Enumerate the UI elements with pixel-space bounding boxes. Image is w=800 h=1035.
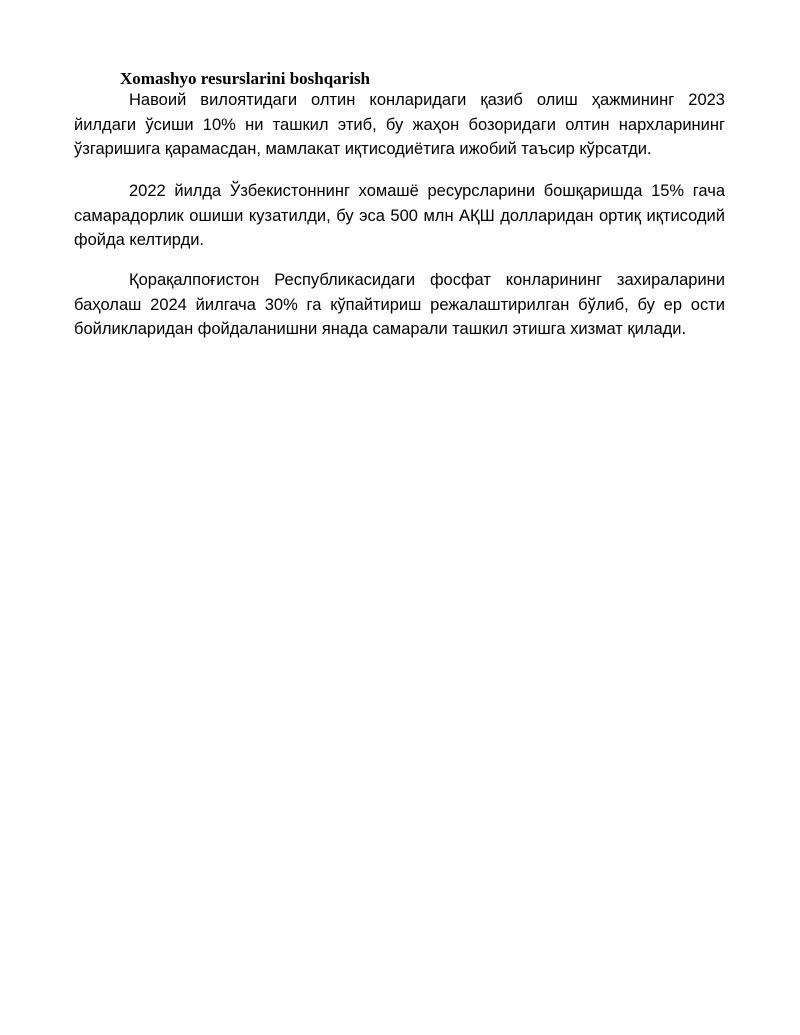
paragraph-phosphate-reserves: Қорақалпоғистон Республикасидаги фосфат конларининг захираларини баҳолаш 2024 йилгача 30% га кўпайтириш режалаштирилган бўлиб, бу ер ости бойликларидан фойдаланишни янада самарали ташкил этишга хизмат қилади. (74, 271, 725, 338)
document-heading: Xomashyo resurslarini boshqarish (120, 69, 371, 88)
paragraph-gold-mining: Навоий вилоятидаги олтин конларидаги қазиб олиш ҳажмининг 2023 йилдаги ўсиши 10% ни ташкил этиб, бу жаҳон бозоридаги олтин нархларининг ўзгаришига қарамасдан, мамлакат иқтисодиётига ижобий таъсир кўрсатди. (74, 91, 725, 158)
paragraph-resource-efficiency: 2022 йилда Ўзбекистоннинг хомашё ресурсларини бошқаришда 15% гача самарадорлик ошиши кузатилди, бу эса 500 млн АҚШ долларидан ортиқ иқтисодий фойда келтирди. (74, 182, 725, 249)
